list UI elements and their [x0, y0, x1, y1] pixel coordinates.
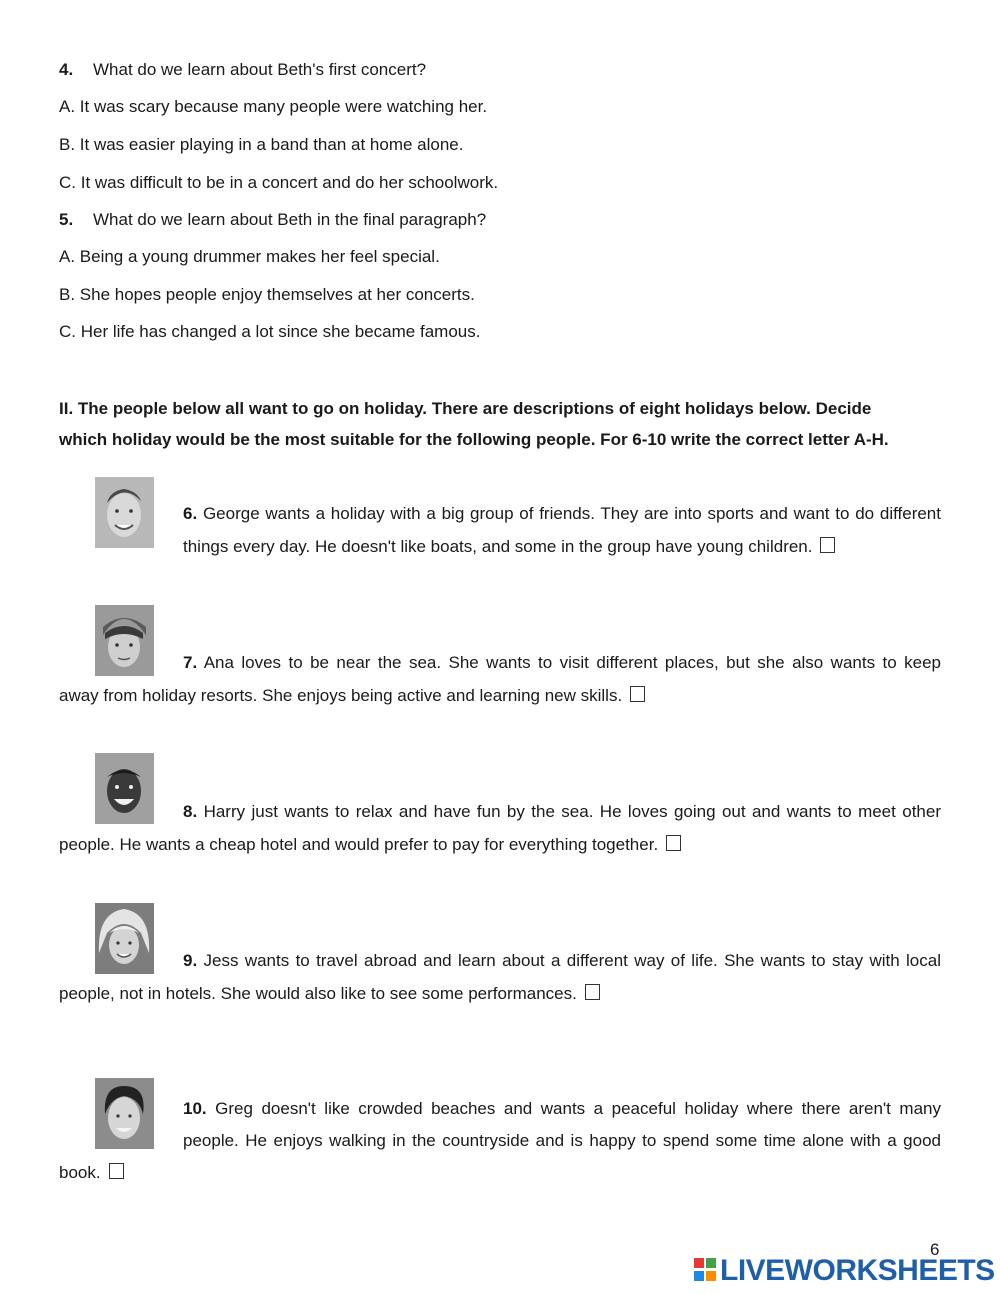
- question-5: [59, 209, 486, 231]
- person-10-line3: [59, 1162, 124, 1184]
- description-text: George wants a holiday with a big group of friends. They are into sports and want to do different: [202, 504, 941, 523]
- section-2-instruction: [59, 393, 949, 455]
- description-text: Harry just wants to relax and have fun by the sea. He loves going out and wants to meet other: [203, 802, 941, 821]
- person-photo-ana: [95, 605, 154, 676]
- item-number: 9.: [183, 951, 198, 970]
- question-4: [59, 59, 426, 81]
- description-text: Jess wants to travel abroad and learn about a different way of life. She wants to stay with local: [203, 951, 941, 970]
- option-4a[interactable]: A. It was scary because many people were watching her.: [59, 97, 488, 116]
- instruction-line: II. The people below all want to go on holiday. There are descriptions of eight holidays below. Decide: [59, 399, 872, 418]
- description-text: Ana loves to be near the sea. She wants to visit different places, but she also wants to keep: [203, 653, 941, 672]
- description-text: people. He wants a cheap hotel and would prefer to pay for everything together.: [59, 835, 659, 854]
- item-number: 7.: [183, 653, 198, 672]
- person-8-line1: [183, 801, 941, 823]
- person-7-line1: [183, 652, 941, 674]
- liveworksheets-icon: [694, 1258, 718, 1284]
- description-text: Greg doesn't like crowded beaches and wants a peaceful holiday where there aren't many: [215, 1099, 941, 1118]
- question-number: 5.: [59, 210, 74, 229]
- item-number: 10.: [183, 1099, 207, 1118]
- person-10-line1: [183, 1098, 941, 1120]
- description-text: away from holiday resorts. She enjoys being active and learning new skills.: [59, 686, 623, 705]
- question-text: What do we learn about Beth's first concert?: [93, 60, 427, 79]
- person-9-line1: [183, 950, 941, 972]
- question-text: What do we learn about Beth in the final paragraph?: [93, 210, 487, 229]
- description-text: things every day. He doesn't like boats, and some in the group have young children.: [183, 537, 813, 556]
- person-photo-jess: [95, 903, 154, 974]
- option-4b[interactable]: B. It was easier playing in a band than at home alone.: [59, 135, 464, 154]
- person-photo-harry: [95, 753, 154, 824]
- brand-name: LIVEWORKSHEETS: [720, 1254, 995, 1287]
- answer-box-9[interactable]: [585, 984, 600, 1000]
- option-4c[interactable]: C. It was difficult to be in a concert and do her schoolwork.: [59, 173, 499, 192]
- person-6-line1: [183, 503, 941, 525]
- answer-box-8[interactable]: [666, 835, 681, 851]
- liveworksheets-logo[interactable]: [694, 1254, 995, 1288]
- person-7-line2: [59, 685, 645, 707]
- option-5c[interactable]: C. Her life has changed a lot since she became famous.: [59, 322, 481, 341]
- person-photo-greg: [95, 1078, 154, 1149]
- answer-box-10[interactable]: [109, 1163, 124, 1179]
- answer-box-6[interactable]: [820, 537, 835, 553]
- person-9-line2: [59, 983, 600, 1005]
- person-10-line2: people. He enjoys walking in the countryside and is happy to spend some time alone with a good: [183, 1131, 941, 1150]
- description-text: people, not in hotels. She would also like to see some performances.: [59, 984, 577, 1003]
- answer-box-7[interactable]: [630, 686, 645, 702]
- item-number: 8.: [183, 802, 198, 821]
- question-number: 4.: [59, 60, 74, 79]
- instruction-line: which holiday would be the most suitable for the following people. For 6-10 write the correct letter A-H.: [59, 430, 889, 449]
- option-5b[interactable]: B. She hopes people enjoy themselves at her concerts.: [59, 285, 475, 304]
- person-6-line2: [183, 536, 835, 558]
- person-8-line2: [59, 834, 681, 856]
- person-photo-george: [95, 477, 154, 548]
- option-5a[interactable]: A. Being a young drummer makes her feel special.: [59, 247, 440, 266]
- page-number: 6: [930, 1240, 940, 1259]
- description-text: book.: [59, 1163, 101, 1182]
- item-number: 6.: [183, 504, 198, 523]
